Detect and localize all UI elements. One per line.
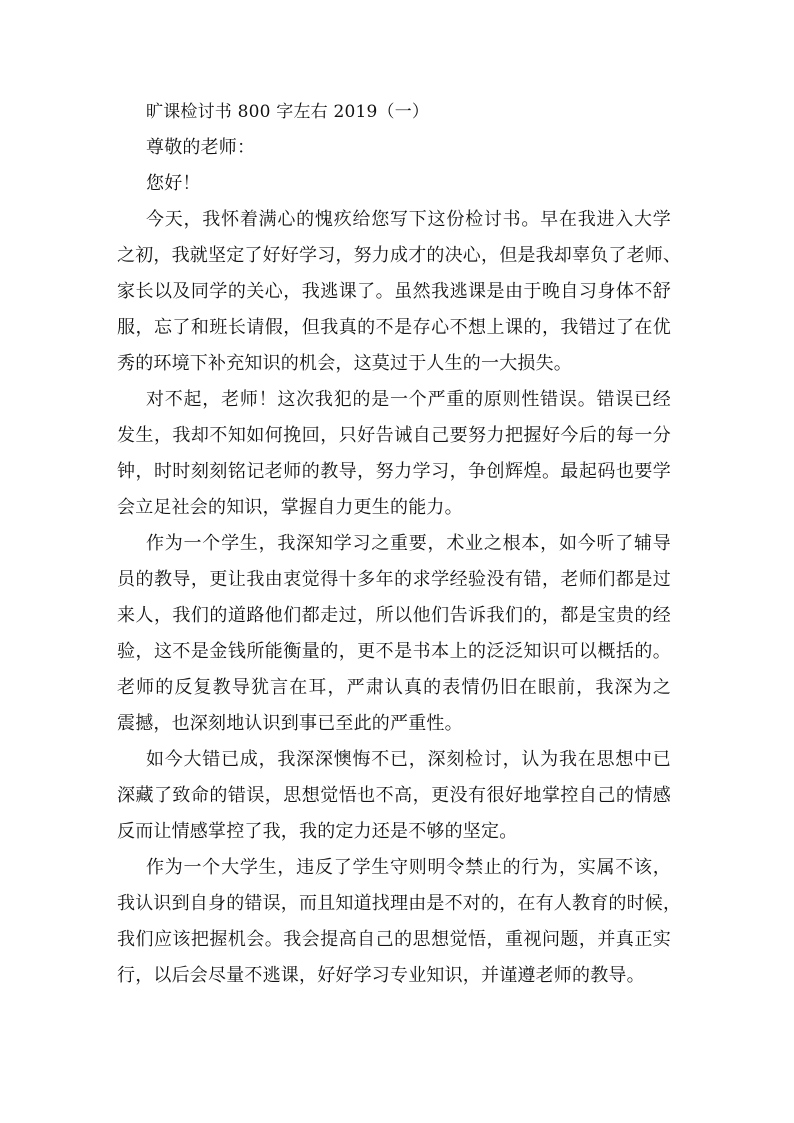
paragraph-1-line-4: 服，忘了和班长请假，但我真的不是存心不想上课的，我错过了在优 <box>117 317 671 338</box>
paragraph-1-line-5: 秀的环境下补充知识的机会，这莫过于人生的一大损失。 <box>117 353 572 374</box>
paragraph-2-line-2: 发生，我却不知如何挽回，只好告诫自己要努力把握好今后的每一分 <box>117 425 671 446</box>
paragraph-3-line-3: 来人，我们的道路他们都走过，所以他们告诉我们的，都是宝贵的经 <box>117 605 671 626</box>
paragraph-1-line-3: 家长以及同学的关心，我逃课了。虽然我逃课是由于晚自习身体不舒 <box>117 281 671 302</box>
salutation: 尊敬的老师： <box>146 137 256 158</box>
greeting: 您好！ <box>146 173 201 194</box>
paragraph-3-line-4: 验，这不是金钱所能衡量的，更不是书本上的泛泛知识可以概括的。 <box>117 641 671 662</box>
paragraph-1-line-1: 今天，我怀着满心的愧疚给您写下这份检讨书。早在我进入大学 <box>146 209 671 230</box>
paragraph-5-line-2: 我认识到自身的错误，而且知道找理由是不对的，在有人教育的时候， <box>117 893 682 914</box>
paragraph-5-line-1: 作为一个大学生，违反了学生守则明令禁止的行为，实属不该， <box>146 857 671 878</box>
paragraph-3-line-2: 员的教导，更让我由衷觉得十多年的求学经验没有错，老师们都是过 <box>117 569 671 590</box>
paragraph-3-line-6: 震撼，也深刻地认识到事已至此的严重性。 <box>117 713 463 734</box>
paragraph-5-line-4: 行，以后会尽量不逃课，好好学习专业知识，并谨遵老师的教导。 <box>117 965 645 986</box>
paragraph-2-line-4: 会立足社会的知识，掌握自力更生的能力。 <box>117 497 463 518</box>
paragraph-4-line-3: 反而让情感掌控了我，我的定力还是不够的坚定。 <box>117 821 518 842</box>
paragraph-2-line-3: 钟，时时刻刻铭记老师的教导，努力学习，争创辉煌。最起码也要学 <box>117 461 671 482</box>
paragraph-3-line-5: 老师的反复教导犹言在耳，严肃认真的表情仍旧在眼前，我深为之 <box>117 677 671 698</box>
paragraph-4-line-2: 深藏了致命的错误，思想觉悟也不高，更没有很好地掌控自己的情感 <box>117 785 671 806</box>
paragraph-5-line-3: 我们应该把握机会。我会提高自己的思想觉悟，重视问题，并真正实 <box>117 929 671 950</box>
paragraph-3-line-1: 作为一个学生，我深知学习之重要，术业之根本，如今听了辅导 <box>146 533 671 554</box>
paragraph-1-line-2: 之初，我就坚定了好好学习，努力成才的决心，但是我却辜负了老师、 <box>117 245 682 266</box>
paragraph-2-line-1: 对不起，老师！这次我犯的是一个严重的原则性错误。错误已经 <box>146 389 671 410</box>
document-title: 旷课检讨书 800 字左右 2019（一） <box>146 102 430 122</box>
paragraph-4-line-1: 如今大错已成，我深深懊悔不已，深刻检讨，认为我在思想中已 <box>146 749 671 770</box>
